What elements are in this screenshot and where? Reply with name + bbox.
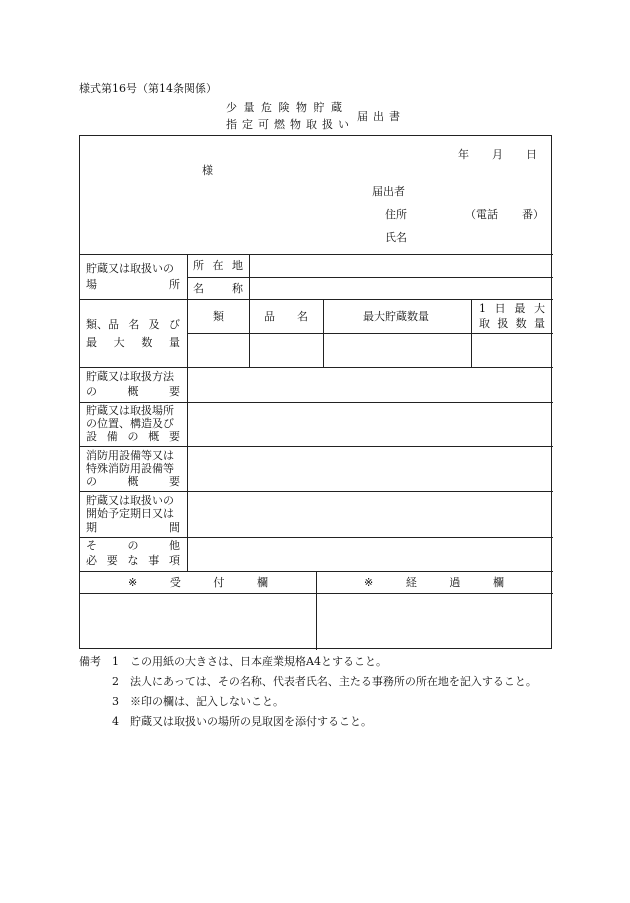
product-value-field[interactable] — [250, 334, 322, 366]
col-daily-line1: 1 日 最 大 — [479, 302, 545, 315]
kinds-label-line2: 最 大 数 量 — [86, 336, 180, 349]
address-label: 住所 — [385, 208, 407, 221]
progress-area — [317, 594, 552, 648]
other-label-line2: 必 要 な 事 項 — [86, 554, 180, 567]
kind-value-field[interactable] — [188, 334, 248, 366]
title-suffix: 届出書 — [357, 110, 405, 123]
fire-equipment-field[interactable] — [188, 447, 552, 490]
note-item-1: 1 この用紙の大きさは、日本産業規格A4とすること。 — [112, 655, 387, 668]
reception-area — [81, 594, 315, 648]
name-field[interactable] — [410, 227, 530, 245]
note-item-2: 2 法人にあっては、その名称、代表者氏名、主たる事務所の所在地を記入すること。 — [112, 675, 537, 688]
facility-label-line1: 貯蔵又は取扱場所 — [86, 404, 174, 417]
notes-label: 備考 — [79, 655, 101, 668]
title-line2: 指定可燃物取扱い — [226, 118, 354, 131]
max-storage-field[interactable] — [324, 334, 470, 366]
phone-label: （電話 — [465, 208, 498, 221]
period-label-line1: 貯蔵又は取扱いの — [86, 494, 174, 507]
fire-label-line3: の 概 要 — [86, 475, 180, 488]
name-row-label: 名 称 — [193, 282, 243, 295]
fire-label-line1: 消防用設備等又は — [86, 449, 174, 462]
place-label-line2: 場 所 — [86, 278, 180, 291]
title-line1: 少量危険物貯蔵 — [226, 101, 349, 114]
addressee-field[interactable] — [140, 160, 200, 178]
method-label-line2: の 概 要 — [86, 385, 180, 398]
phone-field[interactable] — [495, 204, 517, 222]
name-label: 氏名 — [385, 231, 407, 244]
other-field[interactable] — [188, 538, 552, 570]
period-label-line3: 期 間 — [86, 521, 180, 534]
daily-max-field[interactable] — [472, 334, 552, 366]
facility-label-line2: の位置、構造及び — [86, 417, 174, 430]
other-label-line1: そ の 他 — [86, 539, 180, 552]
facility-label-line3: 設 備 の 概 要 — [86, 430, 180, 443]
kinds-label-line1: 類、品 名 及 び — [86, 318, 180, 331]
date-month: 月 — [492, 148, 503, 161]
phone-suffix: 番） — [522, 208, 544, 221]
form-title — [226, 99, 426, 133]
note-item-4: 4 貯蔵又は取扱いの場所の見取図を添付すること。 — [112, 715, 372, 728]
period-label-line2: 開始予定期日又は — [86, 507, 174, 520]
notifier-label: 届出者 — [372, 185, 405, 198]
location-field[interactable] — [250, 255, 552, 276]
form-id: 様式第16号（第14条関係） — [79, 82, 217, 95]
facility-name-field[interactable] — [250, 278, 552, 298]
col-daily-line2: 取 扱 数 量 — [479, 317, 545, 330]
reception-header: ※ 受 付 欄 — [128, 576, 268, 589]
form-table — [79, 135, 552, 649]
col-product: 品 名 — [264, 310, 308, 323]
fire-label-line2: 特殊消防用設備等 — [86, 462, 174, 475]
date-day: 日 — [526, 148, 537, 161]
note-item-3: 3 ※印の欄は、記入しないこと。 — [112, 695, 284, 708]
col-kind: 類 — [213, 310, 224, 323]
address-field[interactable] — [410, 204, 460, 222]
period-field[interactable] — [188, 492, 552, 536]
col-max-storage: 最大貯蔵数量 — [363, 310, 429, 323]
addressee-suffix: 様 — [202, 164, 213, 177]
progress-header: ※ 経 過 欄 — [364, 576, 504, 589]
method-label-line1: 貯蔵又は取扱方法 — [86, 370, 174, 383]
method-field[interactable] — [188, 368, 552, 401]
location-label: 所 在 地 — [193, 259, 243, 272]
facility-field[interactable] — [188, 403, 552, 445]
date-year: 年 — [458, 148, 469, 161]
place-label-line1: 貯蔵又は取扱いの — [86, 262, 174, 275]
